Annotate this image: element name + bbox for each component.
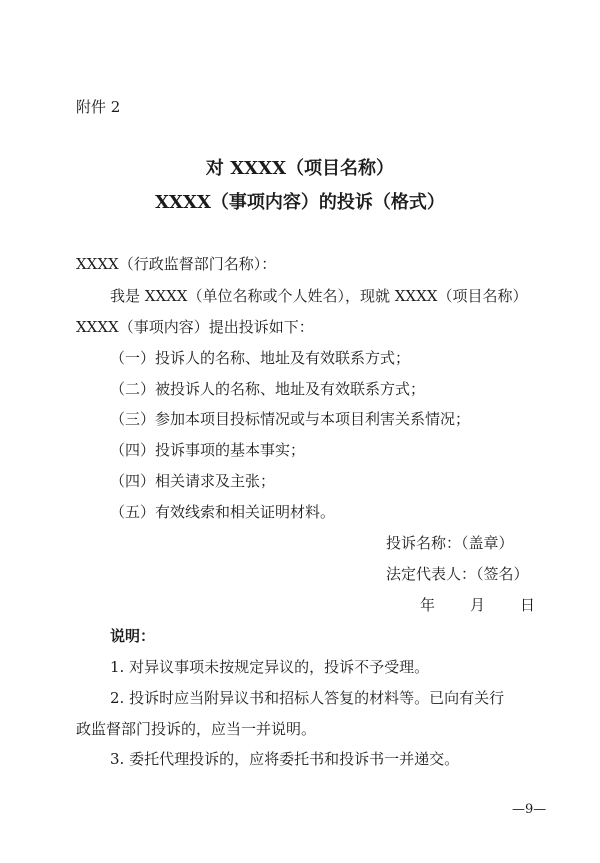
list-item: （三）参加本项目投标情况或与本项目利害关系情况； [110,410,471,428]
title-line-1: 对 XXXX（项目名称） [205,158,395,179]
note-2-line-2: 政监督部门投诉的，应当一并说明。 [76,720,317,738]
note-2-line-1: 2. 投诉时应当附异议书和招标人答复的材料等。已向有关行 [110,689,505,707]
list-item: （一）投诉人的名称、地址及有效联系方式； [110,349,411,367]
list-item: （二）被投诉人的名称、地址及有效联系方式； [110,380,426,398]
intro-line-1: 我是 XXXX（单位名称或个人姓名），现就 XXXX（项目名称） [110,287,528,305]
legal-representative-signature: 法定代表人：（签名） [386,565,529,583]
list-item: （四）投诉事项的基本事实； [110,441,306,459]
complaint-name-seal: 投诉名称：（盖章） [386,534,514,552]
note-1: 1. 对异议事项未按规定异议的，投诉不予受理。 [110,658,430,676]
page-number: —9— [512,802,547,817]
note-3: 3. 委托代理投诉的，应将委托书和投诉书一并递交。 [110,750,460,768]
list-item: （五）有效线索和相关证明材料。 [110,503,336,521]
title-line-2: XXXX（事项内容）的投诉（格式） [155,192,445,213]
notes-heading: 说明： [110,627,156,645]
attachment-label: 附件 2 [76,98,121,116]
salutation: XXXX（行政监督部门名称）： [76,255,277,273]
date-line: 年 月 日 [420,596,546,614]
list-item: （四）相关请求及主张； [110,472,276,490]
intro-line-2: XXXX（事项内容）提出投诉如下： [76,318,314,336]
